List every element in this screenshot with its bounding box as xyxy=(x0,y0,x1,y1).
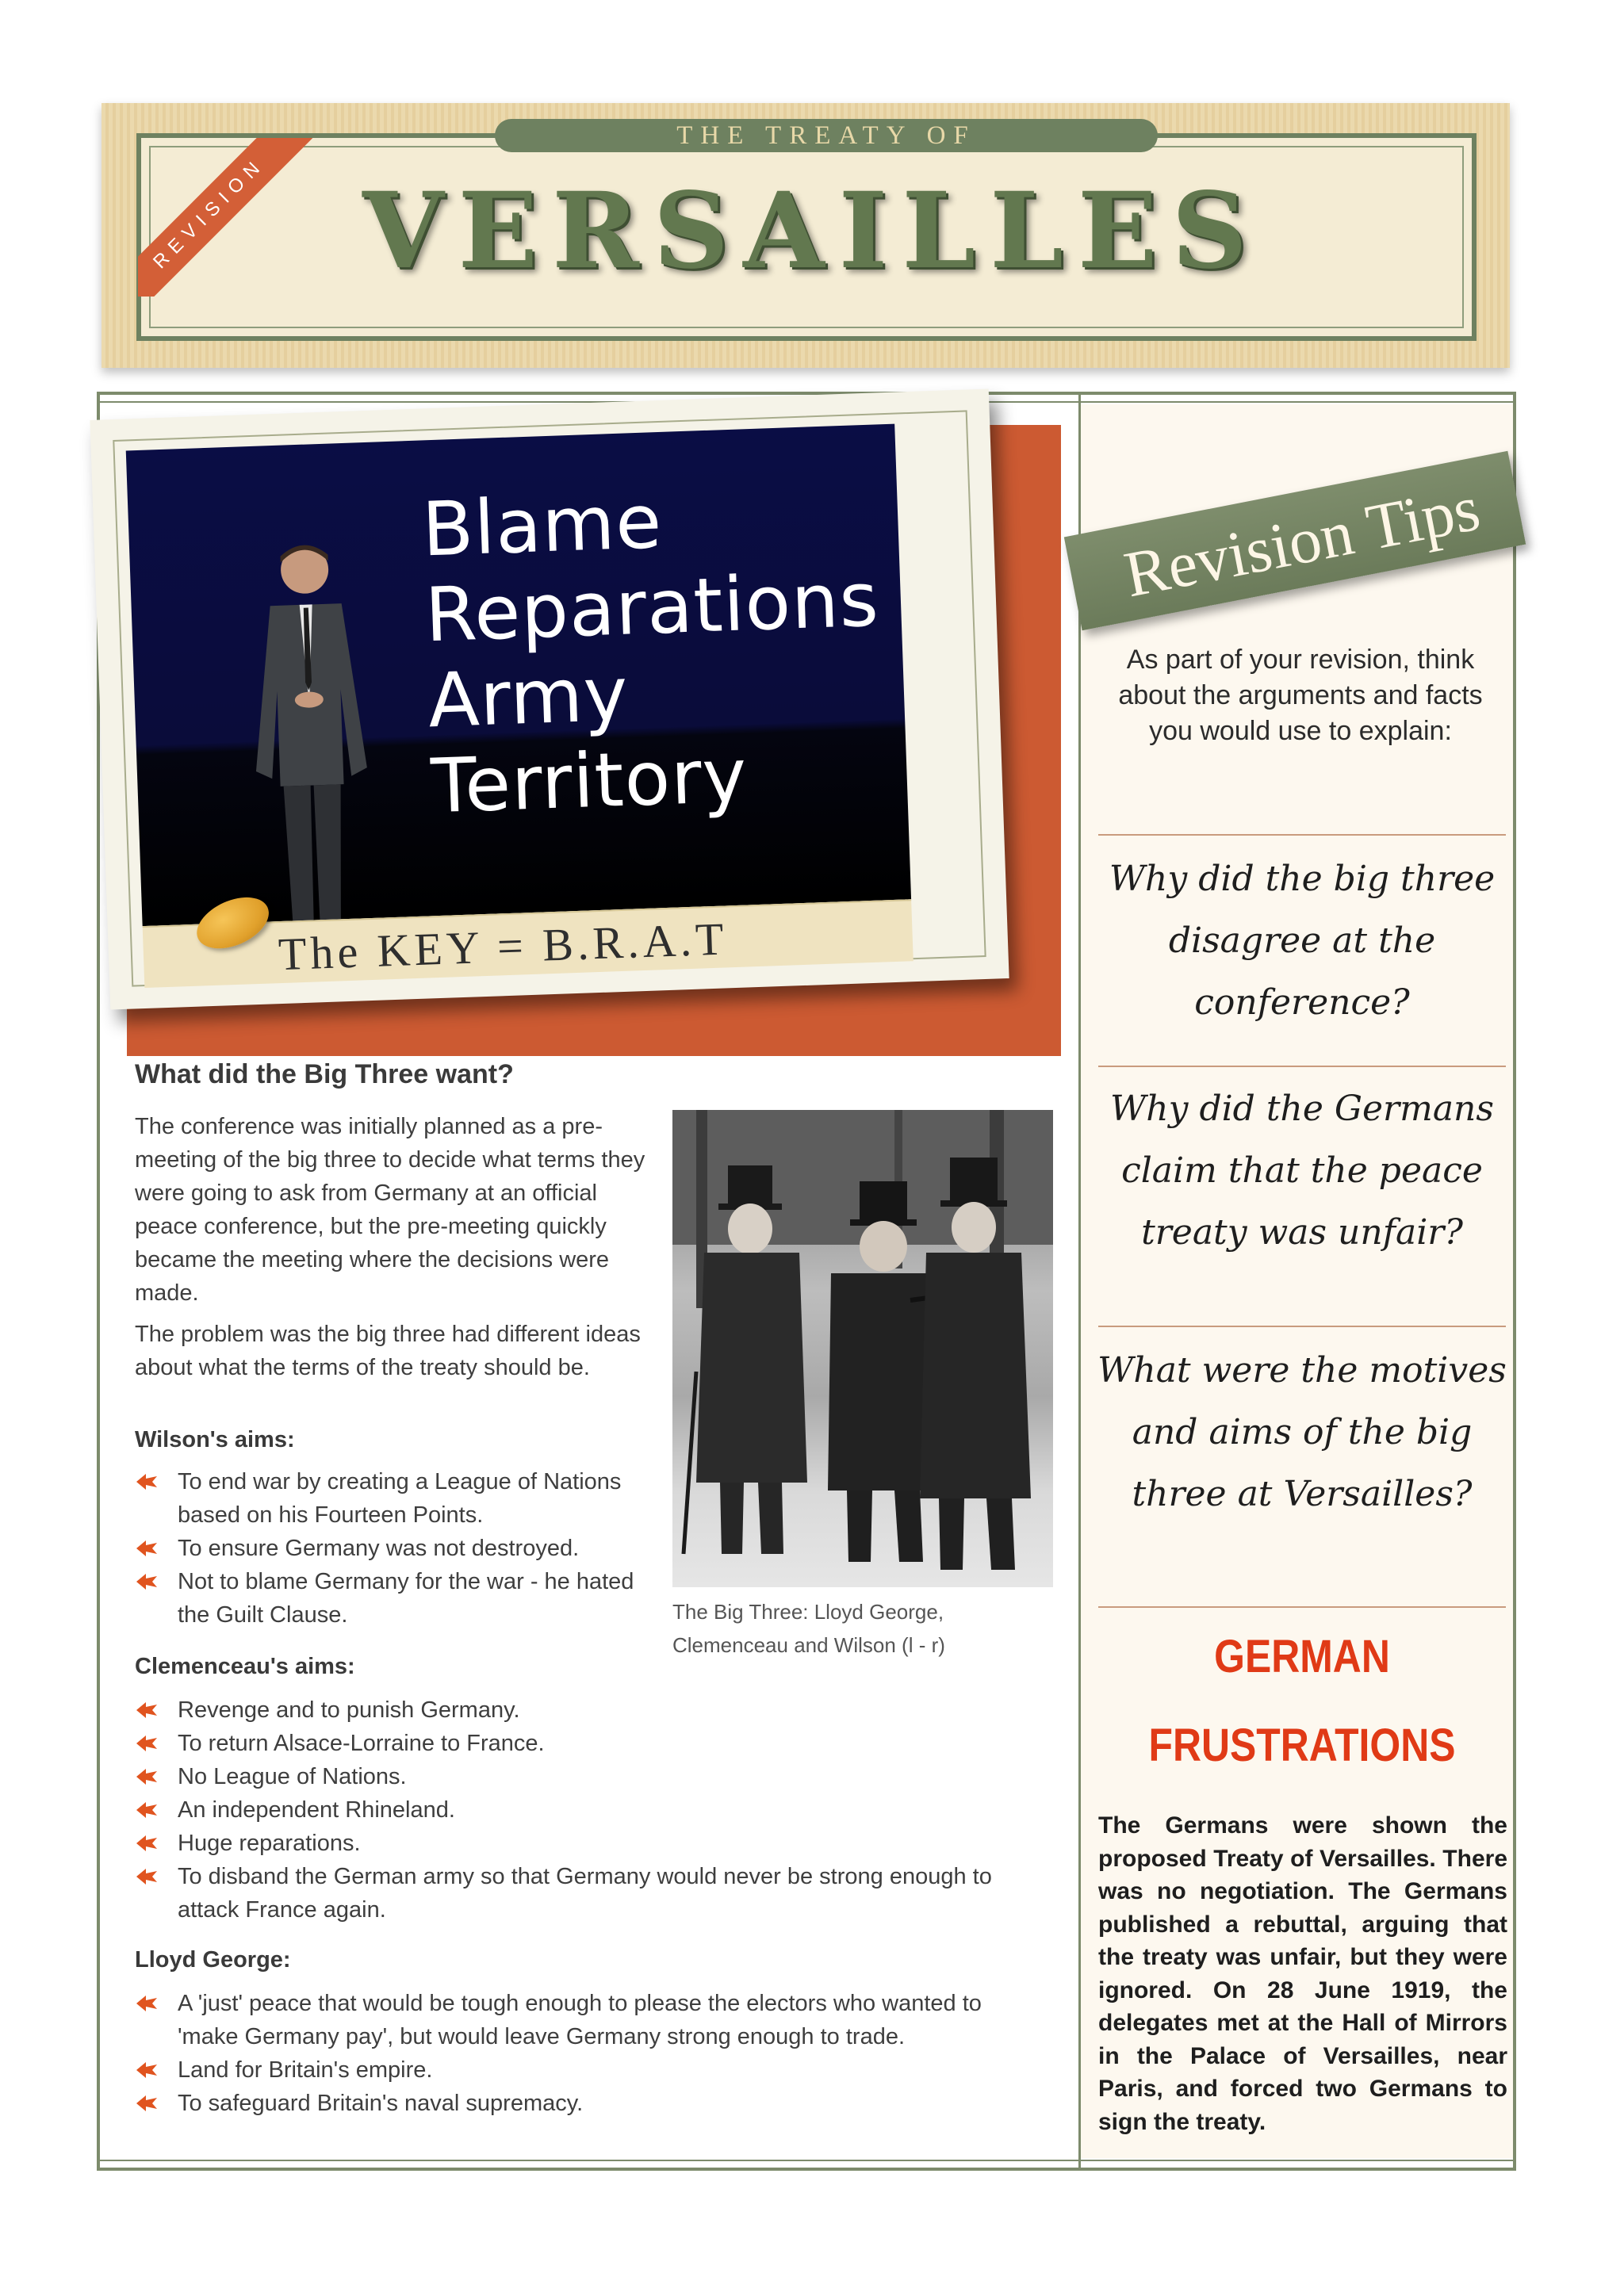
brat-blame: Blame xyxy=(420,478,664,574)
clemenceau-aims-list xyxy=(135,1693,1055,1927)
banner-subtitle: THE TREATY OF xyxy=(495,119,1158,152)
sidebar-rule xyxy=(1098,1326,1506,1327)
list-item-text: Land for Britain's empire. xyxy=(178,2057,433,2083)
list-item-text: To safeguard Britain's naval supremacy. xyxy=(178,2091,584,2116)
video-still xyxy=(126,424,911,926)
sidebar-rule xyxy=(1098,1606,1506,1608)
arrow-bullet-icon xyxy=(135,1766,159,1787)
arrow-bullet-icon xyxy=(135,1538,159,1559)
arrow-bullet-icon xyxy=(135,2060,159,2080)
list-item xyxy=(135,1727,1055,1760)
list-item-text: Revenge and to punish Germany. xyxy=(178,1697,520,1723)
list-item-text: An independent Rhineland. xyxy=(178,1797,455,1823)
presenter-image xyxy=(224,529,396,926)
article-paragraph-2: The problem was the big three had different ideas about what the terms of the treaty should be. xyxy=(135,1322,641,1380)
revision-ribbon-label: REVISION xyxy=(138,138,313,297)
question-2: Why did the Germans claim that the peace treaty was unfair? xyxy=(1110,1089,1494,1253)
page-title: VERSAILLES xyxy=(362,170,1262,293)
article-paragraph-1: The conference was initially planned as a pre-meeting of the big three to decide what terms they were going to ask from Germany at an official peace conference, but the pre-meeting quickly became the meeting where the decisions were made. xyxy=(135,1114,645,1306)
frustrations-heading-line-1: GERMAN xyxy=(1214,1631,1390,1682)
brat-reparations: Reparations xyxy=(423,557,881,660)
question-3: What were the motives and aims of the big three at Versailles? xyxy=(1097,1350,1507,1514)
frame-bottom-rule xyxy=(97,2160,1516,2161)
list-item-text: To return Alsace-Lorraine to France. xyxy=(178,1731,545,1756)
list-item xyxy=(135,1532,658,1565)
arrow-bullet-icon xyxy=(135,1800,159,1820)
list-item xyxy=(135,2087,1039,2120)
list-item-text: To ensure Germany was not destroyed. xyxy=(178,1536,580,1561)
wilson-heading: Wilson's aims: xyxy=(135,1427,295,1452)
frustrations-heading-line-2: FRUSTRATIONS xyxy=(1148,1720,1456,1771)
arrow-bullet-icon xyxy=(135,1993,159,2014)
list-item-text: Huge reparations. xyxy=(178,1831,361,1856)
photo-caption: The Big Three: Lloyd George, Clemenceau and Wilson (l - r) xyxy=(672,1600,945,1657)
brat-list xyxy=(421,473,887,831)
list-item xyxy=(135,1565,658,1632)
brat-territory: Territory xyxy=(429,733,749,831)
wilson-aims-list xyxy=(135,1465,658,1632)
column-divider xyxy=(1078,395,1081,2168)
list-item-text: No League of Nations. xyxy=(178,1764,407,1789)
list-item-text: A 'just' peace that would be tough enough to please the electors who wanted to 'make Germany pay', but would leave Germany strong enough to trade. xyxy=(178,1991,982,2049)
list-item-text: To end war by creating a League of Nations based on his Fourteen Points. xyxy=(178,1469,622,1528)
video-card xyxy=(90,388,1009,1009)
question-1: Why did the big three disagree at the conference? xyxy=(1109,859,1496,1023)
sidebar-rule xyxy=(1098,1066,1506,1067)
arrow-bullet-icon xyxy=(135,2093,159,2114)
key-caption: The KEY = B.R.A.T xyxy=(277,913,729,981)
arrow-bullet-icon xyxy=(135,1833,159,1854)
list-item xyxy=(135,1987,1039,2053)
sidebar-rule xyxy=(1098,834,1506,836)
brat-army: Army xyxy=(427,651,630,745)
frustrations-text: The Germans were shown the proposed Treaty of Versailles. There was no negotiation. The Germans published a rebuttal, arguing that the treaty was unfair, but they were ignored. On 28 June 1919, the delegates met at the Hall of Mirrors in the Palace of Versailles, near Paris, and forced two Germans to sign the treaty. xyxy=(1098,1812,1507,2135)
arrow-bullet-icon xyxy=(135,1866,159,1887)
list-item xyxy=(135,1760,1055,1793)
list-item xyxy=(135,1827,1055,1860)
arrow-bullet-icon xyxy=(135,1733,159,1754)
list-item xyxy=(135,1860,1023,1927)
list-item xyxy=(135,2053,1039,2087)
lloyd-george-aims-list xyxy=(135,1987,1039,2120)
lloyd-george-heading: Lloyd George: xyxy=(135,1947,291,1973)
revision-tips-intro: As part of your revision, think about the arguments and facts you would use to explain: xyxy=(1118,645,1483,746)
big-three-photo xyxy=(672,1110,1053,1587)
big-three-photo-image xyxy=(672,1110,1053,1587)
arrow-bullet-icon xyxy=(135,1700,159,1720)
arrow-bullet-icon xyxy=(135,1571,159,1592)
list-item xyxy=(135,1465,658,1532)
list-item xyxy=(135,1793,1055,1827)
arrow-bullet-icon xyxy=(135,1471,159,1492)
revision-tips-title: Revision Tips xyxy=(1118,471,1486,611)
clemenceau-heading: Clemenceau's aims: xyxy=(135,1654,355,1679)
list-item-text: Not to blame Germany for the war - he hated the Guilt Clause. xyxy=(178,1569,634,1628)
article-heading: What did the Big Three want? xyxy=(135,1059,514,1089)
list-item-text: To disband the German army so that Germany would never be strong enough to attack France again. xyxy=(178,1864,992,1923)
list-item xyxy=(135,1693,1055,1727)
